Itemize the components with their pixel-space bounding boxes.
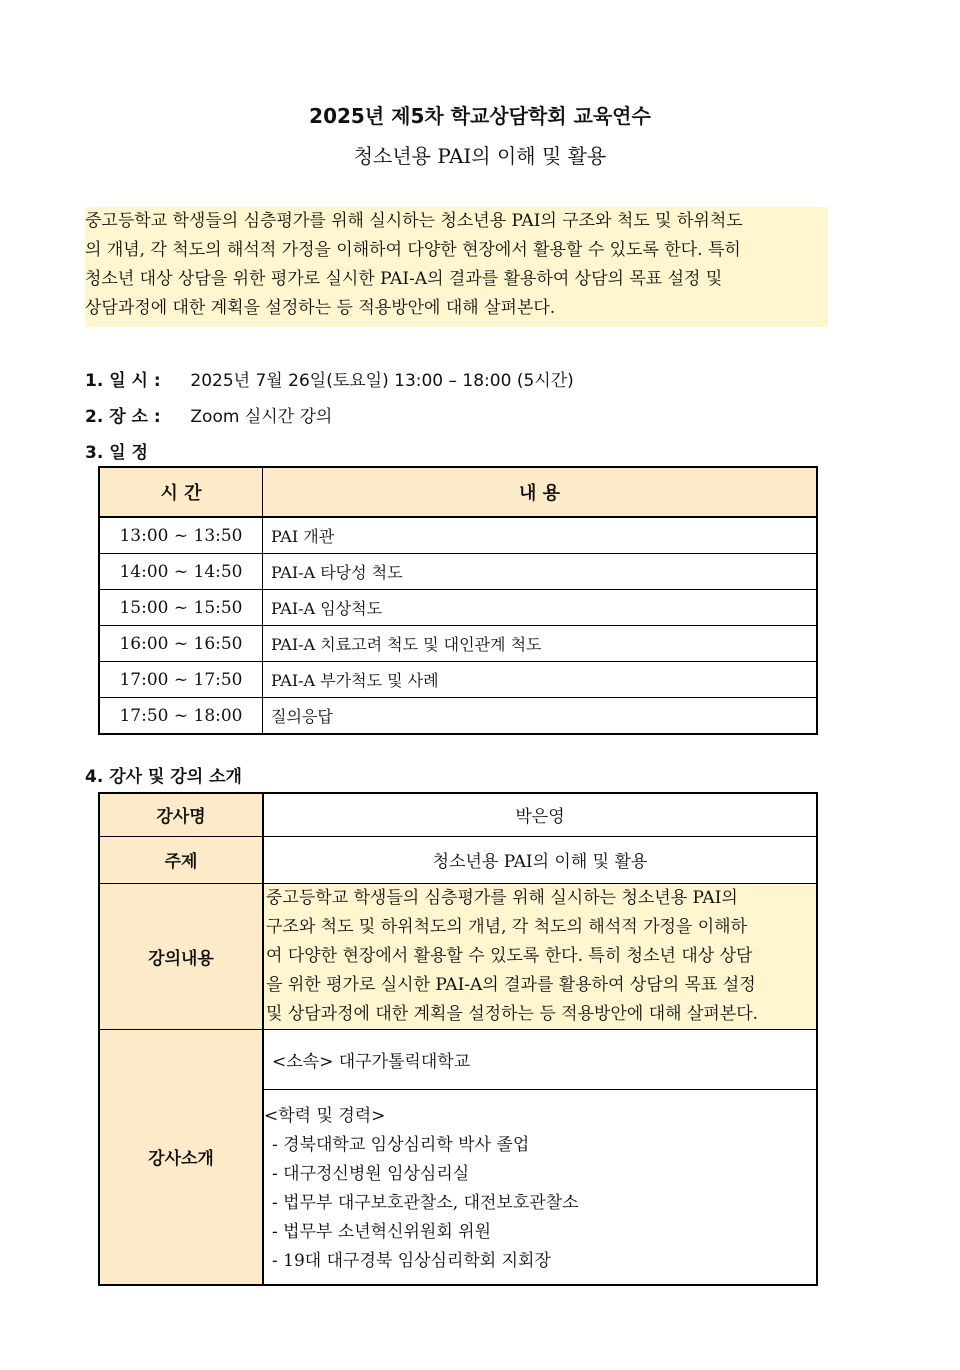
intro-line: 의 개념, 각 척도의 해석적 가정을 이해하여 다양한 현장에서 활용할 수 있도록 한다. 특히	[85, 240, 741, 260]
schedule-time: 14:00 ~ 14:50	[99, 554, 263, 590]
career-list	[264, 1131, 816, 1276]
table-row	[99, 793, 817, 836]
table-row	[99, 590, 817, 626]
schedule-time: 17:50 ~ 18:00	[99, 698, 263, 735]
table-row	[99, 1029, 817, 1089]
schedule-time: 15:00 ~ 15:50	[99, 590, 263, 626]
schedule-table	[98, 466, 818, 735]
bio-label: 강사소개	[99, 1029, 263, 1285]
place-label: 2. 장 소 :	[85, 407, 161, 427]
affiliation: <소속> 대구가톨릭대학교	[263, 1029, 817, 1089]
table-row	[99, 836, 817, 883]
intro-box	[85, 207, 828, 327]
date-label: 1. 일 시 :	[85, 371, 161, 391]
content-line: 및 상담과정에 대한 계획을 설정하는 등 적용방안에 대해 살펴본다.	[266, 1003, 759, 1024]
intro-line: 청소년 대상 상담을 위한 평가로 실시한 PAI-A의 결과를 활용하여 상담의 목표 설정 및	[85, 269, 723, 289]
date-line	[85, 366, 574, 391]
table-row	[99, 626, 817, 662]
page-title: 2025년 제5차 학교상담학회 교육연수	[309, 104, 651, 128]
list-item: - 법무부 소년혁신위원회 위원	[272, 1221, 492, 1242]
table-row	[99, 883, 817, 1029]
schedule-header-content: 내 용	[263, 467, 818, 517]
schedule-time: 16:00 ~ 16:50	[99, 626, 263, 662]
place-line	[85, 402, 332, 427]
intro-line: 상담과정에 대한 계획을 설정하는 등 적용방안에 대해 살펴본다.	[85, 298, 556, 318]
schedule-content: PAI-A 임상척도	[263, 590, 818, 626]
table-row	[99, 698, 817, 735]
schedule-content: PAI-A 부가척도 및 사례	[263, 662, 818, 698]
schedule-time: 13:00 ~ 13:50	[99, 517, 263, 554]
intro-line: 중고등학교 학생들의 심층평가를 위해 실시하는 청소년용 PAI의 구조와 척도 및 하위척도	[85, 211, 743, 231]
table-row	[99, 517, 817, 554]
date-value: 2025년 7월 26일(토요일) 13:00 – 18:00 (5시간)	[190, 371, 574, 391]
content-cell	[263, 883, 817, 1029]
schedule-header-row	[99, 467, 817, 517]
content-text	[264, 884, 816, 1029]
schedule-time: 17:00 ~ 17:50	[99, 662, 263, 698]
content-line: 여 다양한 현장에서 활용할 수 있도록 한다. 특히 청소년 대상 상담	[266, 945, 753, 966]
career-title: <학력 및 경력>	[264, 1105, 386, 1126]
lecture-table	[98, 792, 818, 1286]
table-row	[99, 554, 817, 590]
schedule-header-time: 시 간	[99, 467, 263, 517]
content-line: 중고등학교 학생들의 심층평가를 위해 실시하는 청소년용 PAI의	[266, 887, 738, 908]
lecturer-name: 박은영	[263, 793, 817, 836]
table-row	[99, 662, 817, 698]
page-subtitle: 청소년용 PAI의 이해 및 활용	[353, 144, 607, 168]
topic-value: 청소년용 PAI의 이해 및 활용	[263, 836, 817, 883]
career-cell	[263, 1089, 817, 1285]
list-item: - 경북대학교 임상심리학 박사 졸업	[272, 1134, 530, 1155]
topic-label: 주제	[99, 836, 263, 883]
lecturer-name-label: 강사명	[99, 793, 263, 836]
list-item: - 법무부 대구보호관찰소, 대전보호관찰소	[272, 1192, 579, 1213]
list-item: - 19대 대구경북 임상심리학회 지회장	[272, 1250, 551, 1271]
content-line: 구조와 척도 및 하위척도의 개념, 각 척도의 해석적 가정을 이해하	[266, 916, 748, 937]
schedule-content: PAI 개관	[263, 517, 818, 554]
schedule-content: PAI-A 치료고려 척도 및 대인관계 척도	[263, 626, 818, 662]
content-line: 을 위한 평가로 실시한 PAI-A의 결과를 활용하여 상담의 목표 설정	[266, 974, 756, 995]
schedule-section-title: 3. 일 정	[85, 443, 148, 463]
schedule-content: PAI-A 타당성 척도	[263, 554, 818, 590]
schedule-content: 질의응답	[263, 698, 818, 735]
list-item: - 대구정신병원 임상심리실	[272, 1163, 470, 1184]
content-label: 강의내용	[99, 883, 263, 1029]
place-value: Zoom 실시간 강의	[190, 407, 333, 427]
lecture-section-title: 4. 강사 및 강의 소개	[85, 767, 242, 787]
